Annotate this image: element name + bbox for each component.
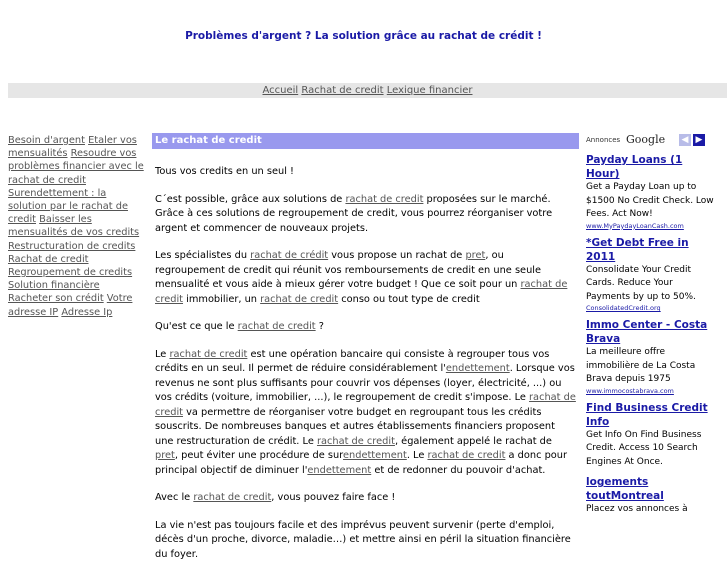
text: Les spécialistes du [155, 250, 251, 261]
inline-link[interactable]: endettement [307, 464, 372, 476]
text: La vie n'est pas toujours facile et des imprévus peuvent survenir (perte d'emploi, décès d'un proche, divorce, maladie…) et mettre ainsi en péril la situation financière du foyer. [155, 519, 571, 560]
inline-link[interactable]: rachat de credit [316, 435, 395, 447]
ad-item [586, 401, 716, 470]
text: , peut éviter une procédure de sur [174, 450, 343, 461]
text: Le [155, 348, 170, 360]
top-navigation [8, 83, 727, 98]
sidebar-link[interactable]: Racheter son crédit [8, 293, 104, 305]
ad-url[interactable]: www.MyPaydayLoanCash.com [586, 221, 684, 230]
ad-item [586, 236, 716, 313]
ad-description: Get Info On Find Business Credit. Access 10 Search Engines At Once. [586, 429, 702, 467]
text: Avec le [155, 492, 194, 503]
sidebar-link[interactable]: Surendettement : la solution par le rachat de credit [8, 187, 128, 226]
text: proposées sur le marché. Grâce à ces solutions de regroupement de credit, vous pourrez réorganiser votre argent et commencer de nouveaux projets. [155, 193, 553, 234]
nav-accueil[interactable]: Accueil [262, 85, 299, 96]
sidebar-link[interactable]: Regroupement de credits [8, 267, 133, 279]
inline-link[interactable]: pret [465, 250, 486, 261]
nav-lexique-financier[interactable]: Lexique financier [386, 85, 473, 96]
text: immobilier, un [183, 293, 261, 305]
ad-title[interactable]: logements toutMontreal [586, 476, 664, 502]
inline-link[interactable]: rachat de credit [193, 492, 272, 503]
ad-item [586, 153, 716, 230]
text: va permettre de réorganiser votre budget en regroupant tous les crédits souscrits. De nombreuses banques et autres établissements financiers proposent une restructuration de crédit. Le [155, 406, 555, 447]
inline-link[interactable]: rachat de credit [237, 321, 316, 332]
ad-item [586, 318, 716, 395]
ad-title[interactable]: Payday Loans (1 Hour) [586, 154, 683, 180]
text: et de redonner du pouvoir d'achat. [371, 464, 546, 476]
inline-link[interactable]: endettement [342, 450, 407, 461]
ads-header [586, 133, 716, 147]
sidebar-link[interactable]: Solution financière [8, 280, 100, 292]
inline-link[interactable]: rachat de crédit [250, 250, 329, 261]
paragraph [155, 348, 576, 479]
text: a donc pour principal objectif de diminuer l' [155, 450, 568, 476]
text: conso ou tout type de credit [338, 293, 480, 305]
paragraph [155, 491, 576, 506]
text: vous propose un rachat de [328, 250, 466, 261]
sidebar-link[interactable]: Rachat de credit [8, 253, 89, 265]
paragraph [155, 193, 576, 237]
text: . Lorsque vos revenus ne sont plus suffisants pour couvrir vos dépenses (loyer, électricité, ...) ou vos crédits (voiture, immobilier, ...), le regroupement de credit s'impose. Le [155, 363, 575, 403]
google-ads [586, 133, 716, 517]
ad-description: Get a Payday Loan up to $1500 No Credit Check. Low Fees. Act Now! [586, 182, 714, 219]
inline-link[interactable]: rachat de credit [155, 392, 576, 418]
inline-link[interactable]: rachat de credit [169, 348, 248, 360]
ad-url[interactable]: ConsolidatedCredit.org [586, 304, 661, 312]
inline-link[interactable]: endettement [445, 363, 510, 374]
sidebar-link[interactable]: Besoin d'argent [8, 135, 85, 146]
article-heading: Le rachat de credit [152, 133, 579, 149]
inline-link[interactable]: rachat de credit [155, 279, 568, 305]
chevron-left-icon[interactable]: ◀ [679, 134, 691, 146]
text: Qu'est ce que le [155, 321, 238, 332]
sidebar-link[interactable]: Resoudre vos problèmes financier avec le rachat de credit [8, 148, 144, 186]
sidebar-link[interactable]: Adresse Ip [61, 306, 113, 318]
ad-title[interactable]: Immo Center - Costa Brava [586, 319, 708, 345]
text: , également appelé le rachat de [394, 435, 552, 447]
text: , ou regroupement de credit qui réunit vos remboursements de credit en une seule mensualité et vous aide à mieux gérer votre budget ! Que ce soit pour un [155, 250, 542, 290]
inline-link[interactable]: rachat de credit [260, 293, 339, 305]
sidebar-links [8, 134, 145, 319]
google-logo: Google [626, 133, 666, 146]
paragraph [155, 519, 576, 563]
ad-url[interactable]: www.immocostabrava.com [586, 386, 674, 395]
inline-link[interactable]: pret [155, 450, 175, 461]
inline-link[interactable]: rachat de credit [345, 193, 424, 205]
inline-link[interactable]: rachat de credit [427, 450, 506, 461]
paragraph [155, 249, 576, 307]
annonces-label: Annonces [586, 136, 621, 144]
text: , vous pouvez faire face ! [271, 492, 396, 503]
sidebar-link[interactable]: Restructuration de credits [8, 240, 136, 252]
chevron-right-icon[interactable]: ▶ [693, 134, 705, 146]
sidebar-link[interactable]: Etaler vos mensualités [8, 135, 137, 160]
text: Tous vos credits en un seul ! [155, 166, 294, 177]
ad-item [586, 475, 716, 517]
sidebar-link[interactable]: Baisser les mensualités de vos credits [8, 214, 140, 239]
text: . Le [406, 450, 428, 461]
ad-description: Consolidate Your Credit Cards. Reduce Your Payments by up to 50%. [586, 264, 696, 302]
text: C´est possible, grâce aux solutions de [155, 193, 346, 205]
ad-description: La meilleure offre immobilière de La Costa Brava depuis 1975 [586, 347, 696, 384]
nav-rachat-de-credit[interactable]: Rachat de credit [301, 85, 384, 96]
ad-description: Placez vos annonces à [586, 504, 688, 514]
ad-title[interactable]: Find Business Credit Info [586, 401, 708, 428]
paragraph [155, 320, 576, 335]
page-title: Problèmes d'argent ? La solution grâce au rachat de crédit ! [185, 30, 542, 42]
text: est une opération bancaire qui consiste à regrouper tous vos crédits en un seul. Il permet de réduire considérablement l' [155, 348, 550, 374]
text: ? [315, 321, 324, 332]
main-article [152, 133, 579, 575]
paragraph [155, 165, 576, 180]
sidebar-link[interactable]: Votre adresse IP [8, 293, 133, 318]
ad-title[interactable]: *Get Debt Free in 2011 [586, 236, 689, 263]
